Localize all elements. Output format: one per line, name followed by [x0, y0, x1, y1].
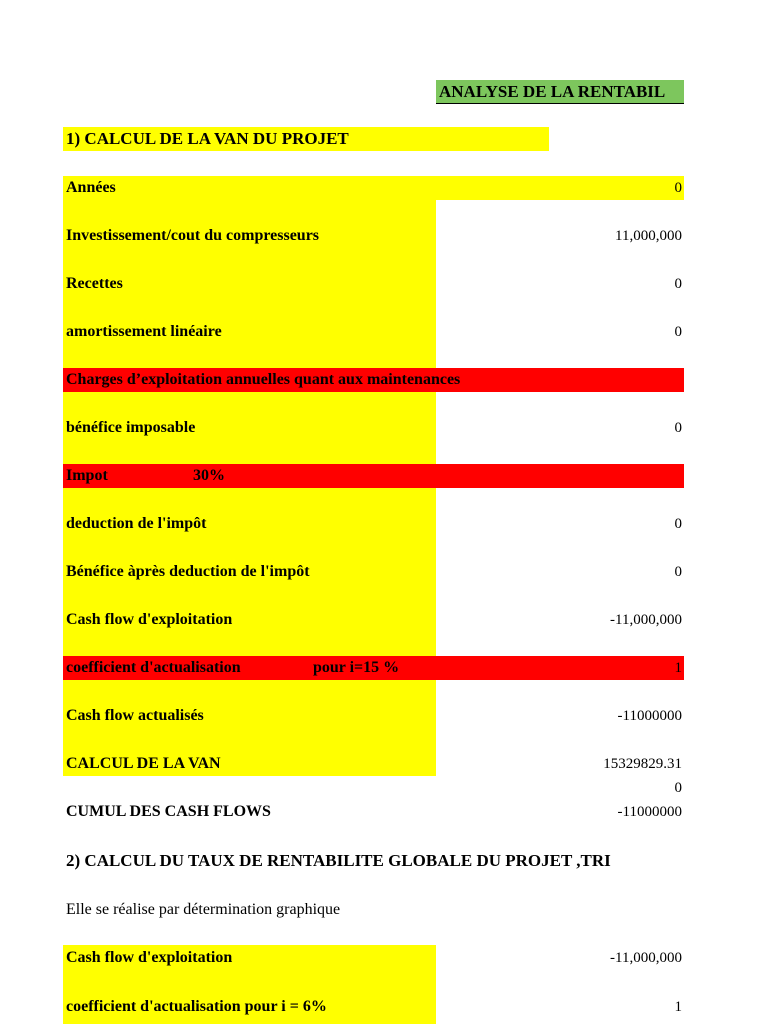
section-2-note: Elle se réalise par détermination graphique: [66, 901, 341, 918]
section-2-heading: 2) CALCUL DU TAUX DE RENTABILITE GLOBALE DU PROJET ,TRI: [66, 851, 611, 870]
impot-band: [63, 464, 684, 488]
s2-value-coefficient: 1: [674, 999, 682, 1015]
section-1-heading: 1) CALCUL DE LA VAN DU PROJET: [63, 127, 549, 151]
row-value-calcul-van: 15329829.31: [603, 756, 682, 772]
row-rate-impot: 30%: [193, 467, 225, 484]
row-label-coefficient: coefficient d'actualisation: [66, 659, 241, 676]
row-value-amortissement: 0: [674, 324, 682, 340]
row-value-benefice-apres-impot: 0: [674, 564, 682, 580]
row-label-impot: Impot: [66, 467, 108, 484]
row-value-zero: 0: [674, 780, 682, 796]
row-label-cash-flow-exploitation: Cash flow d'exploitation: [66, 611, 233, 628]
row-label-cumul-cash-flows: CUMUL DES CASH FLOWS: [66, 803, 271, 820]
row-value-annees: 0: [674, 180, 682, 196]
row-label-investissement: Investissement/cout du compresseurs: [66, 227, 320, 244]
row-value-cash-flow-exploitation: -11,000,000: [610, 612, 682, 628]
row-label-annees: Années: [66, 179, 116, 196]
row-value-investissement: 11,000,000: [615, 228, 682, 244]
row-value-recettes: 0: [674, 276, 682, 292]
row-label-calcul-van: CALCUL DE LA VAN: [66, 755, 221, 772]
page-title: ANALYSE DE LA RENTABIL: [436, 80, 684, 104]
s2-label-coefficient: coefficient d'actualisation pour i = 6%: [66, 998, 327, 1015]
years-band: [63, 176, 684, 200]
row-rate-coefficient: pour i=15 %: [313, 659, 400, 676]
row-label-cash-flow-actualises: Cash flow actualisés: [66, 707, 204, 724]
row-label-recettes: Recettes: [66, 275, 123, 292]
s2-value-cash-flow-exploitation: -11,000,000: [610, 950, 682, 966]
row-value-cash-flow-actualises: -11000000: [617, 708, 682, 724]
row-value-cumul-cash-flows: -11000000: [617, 804, 682, 820]
row-label-deduction-impot: deduction de l'impôt: [66, 515, 207, 532]
row-label-benefice-apres-impot: Bénéfice àprès deduction de l'impôt: [66, 563, 310, 580]
row-label-amortissement: amortissement linéaire: [66, 323, 222, 340]
row-label-benefice-imposable: bénéfice imposable: [66, 419, 196, 436]
row-label-charges: Charges d’exploitation annuelles quant aux maintenances: [66, 371, 461, 388]
row-value-benefice-imposable: 0: [674, 420, 682, 436]
row-value-deduction-impot: 0: [674, 516, 682, 532]
s2-label-cash-flow-exploitation: Cash flow d'exploitation: [66, 949, 233, 966]
row-value-coefficient: 1: [674, 660, 682, 676]
